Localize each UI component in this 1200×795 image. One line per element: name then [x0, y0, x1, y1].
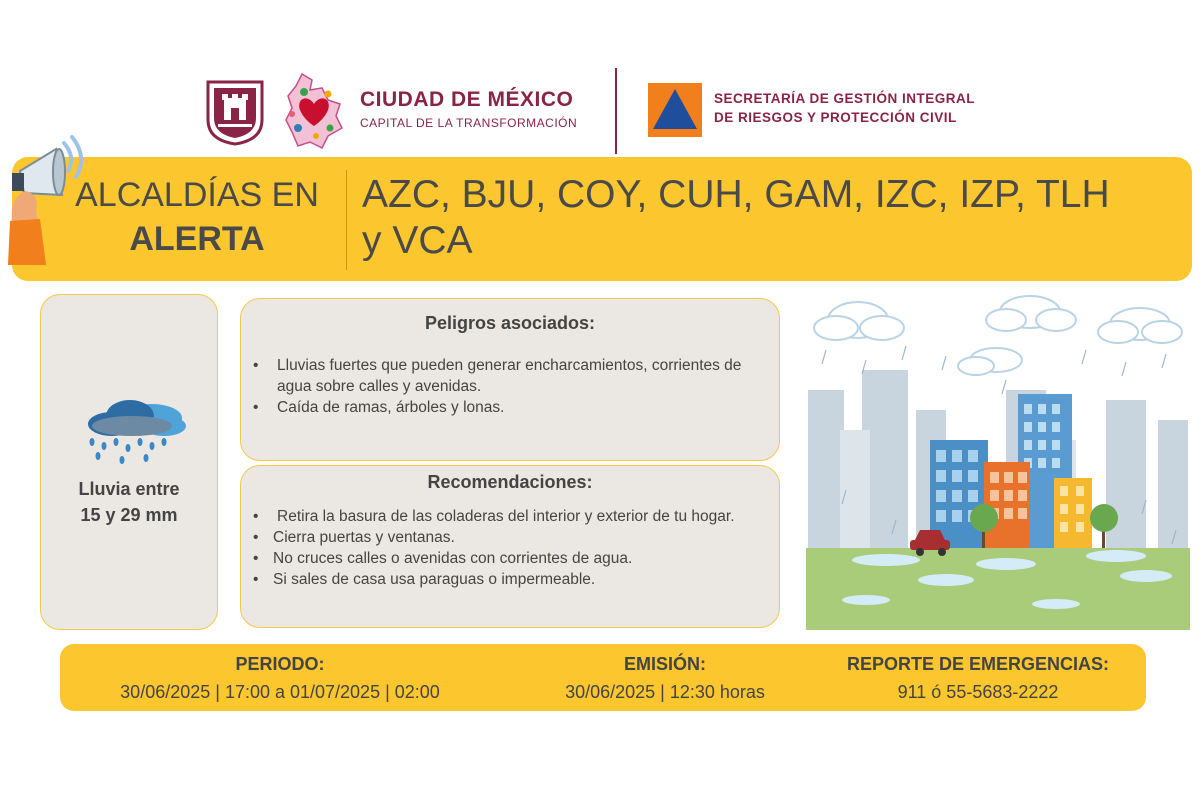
list-item: • Retira la basura de las coladeras del interior y exterior de tu hogar.: [253, 506, 778, 527]
rain-amount-line1: Lluvia entre: [78, 479, 180, 499]
city-subtitle: CAPITAL DE LA TRANSFORMACIÓN: [360, 116, 578, 130]
alert-zones: [362, 172, 1162, 264]
list-item: • Caída de ramas, árboles y lonas.: [253, 397, 763, 418]
recommendations-card: [240, 465, 780, 628]
list-item: • Cierra puertas y ventanas.: [253, 527, 778, 548]
city-title: CIUDAD DE MÉXICO: [360, 88, 574, 111]
recommendations-title: Recomendaciones:: [427, 472, 593, 492]
alert-zones-line1: AZC, BJU, COY, CUH, GAM, IZC, IZP, TLH: [362, 173, 1110, 216]
banner-divider: [346, 170, 347, 270]
secretaria-name-line1: SECRETARÍA DE GESTIÓN INTEGRAL: [714, 91, 976, 106]
emergency-label: REPORTE DE EMERGENCIAS:: [846, 654, 1110, 674]
emergency-phone: 911 ó 55-5683-2222: [897, 682, 1059, 702]
list-item: • Si sales de casa usa paraguas o impermeable.: [253, 569, 778, 590]
proteccion-civil-logo: [648, 83, 702, 137]
rain-amount-line2: 15 y 29 mm: [80, 505, 178, 525]
alert-label-line1: ALCALDÍAS EN: [75, 176, 319, 214]
hazards-card: [240, 298, 780, 461]
rain-cloud-icon: [78, 396, 196, 468]
alert-zones-line2: y VCA: [362, 219, 473, 262]
hazards-list: [253, 355, 763, 418]
header-divider: [615, 68, 617, 154]
list-item: • No cruces calles o avenidas con corrientes de agua.: [253, 548, 778, 569]
list-item: • Lluvias fuertes que pueden generar encharcamientos, corrientes de agua sobre calles y avenidas.: [253, 355, 763, 397]
secretaria-name-line2: DE RIESGOS Y PROTECCIÓN CIVIL: [714, 110, 957, 125]
hazards-title: Peligros asociados:: [424, 313, 596, 333]
period-value: 30/06/2025 | 17:00 a 01/07/2025 | 02:00: [120, 682, 440, 702]
recommendations-list: [253, 506, 778, 590]
cdmx-shield-logo: [206, 80, 264, 146]
cdmx-heart-logo: [282, 70, 346, 152]
period-label: PERIODO:: [235, 654, 325, 674]
rainy-city-illustration: [806, 290, 1190, 630]
emission-value: 30/06/2025 | 12:30 horas: [565, 682, 765, 702]
alert-label-line2: ALERTA: [129, 220, 265, 258]
emission-label: EMISIÓN:: [623, 654, 706, 674]
rain-amount-text: [40, 476, 218, 528]
